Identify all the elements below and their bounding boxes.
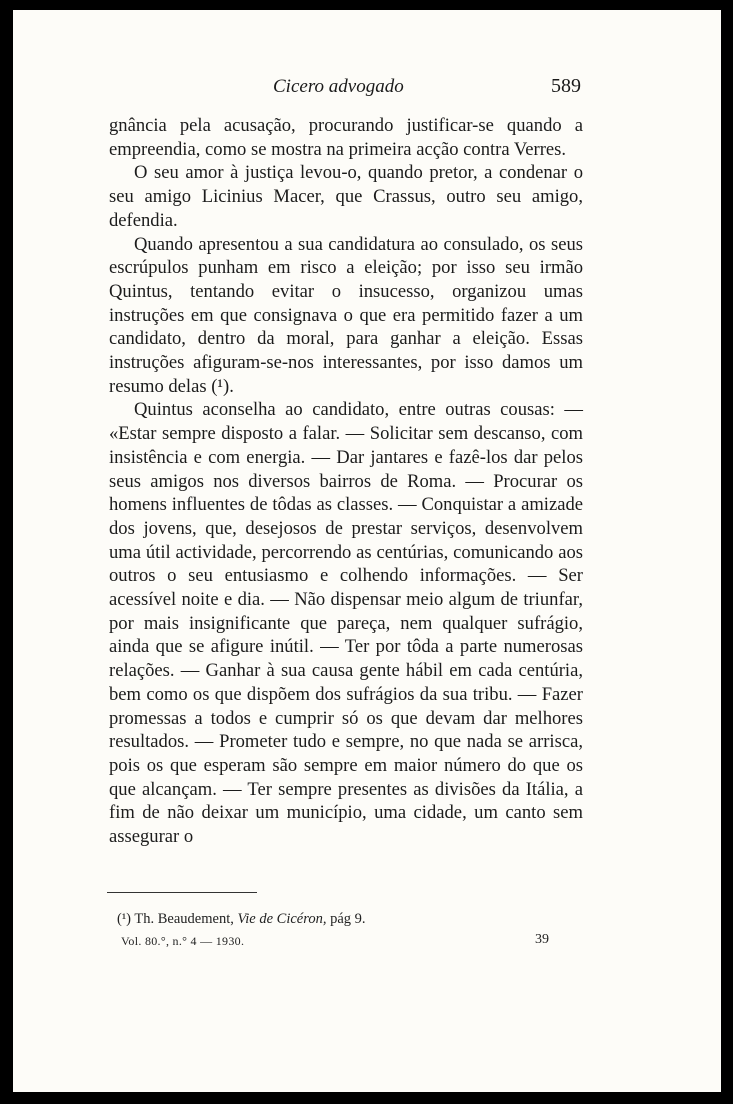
running-header [13, 74, 721, 102]
sheet-number: 39 [535, 932, 549, 947]
footnote-work-title: Vie de Cicéron, [237, 911, 327, 927]
paragraph: Quando apresentou a sua candidatura ao consulado, os seus escrúpulos punham em risco a eleição; por isso seu irmão Quintus, tentando evitar o insucesso, organizou umas instruções em que consignava o que era permitido fazer a um candidato, dentro da moral, para ganhar a eleição. Essas instruções afiguram-se-nos interessantes, por isso damos um resumo delas (¹). [109, 233, 583, 397]
book-page [13, 10, 721, 1092]
footnote-marker: (¹) [117, 911, 132, 927]
paragraph: Quintus aconselha ao candidato, entre outras cousas: — «Estar sempre disposto a falar. — Solicitar sem descanso, com insistência e com energia. — Dar jantares e fazê-los dar pelos seus amigos nos diversos bairros de Roma. — Procurar os homens influentes de tôdas as classes. — Conquistar a amizade dos jovens, que, desejosos de prestar serviços, desenvolvem uma útil actividade, percorrendo as centúrias, comunicando aos outros o seu entusiasmo e colhendo informações. — Ser acessível noite e dia. — Não dispensar meio algum de triunfar, por mais insignificante que pareça, nem qualquer sufrágio, ainda que se afigure inútil. — Ter por tôda a parte numerosas relações. — Ganhar à sua causa gente hábil em cada centúria, bem como os que dispõem dos sufrágios da sua tribu. — Fazer promessas a todos e cumprir só os que devam dar melhores resultados. — Prometer tudo e sempre, no que nada se arrisca, pois os que esperam são sempre em maior número do que os que alcançam. — Ter sempre presentes as divisões da Itália, a fim de não deixar um município, uma cidade, um canto sem assegurar o [109, 399, 583, 848]
footnote-author: Th. Beaudement, [134, 911, 234, 927]
running-title: Cicero advogado [273, 76, 404, 97]
paragraph: gnância pela acusação, procurando justificar-se quando a empreendia, como se mostra na primeira acção contra Verres. [109, 115, 583, 160]
paragraph: O seu amor à justiça levou-o, quando pretor, a condenar o seu amigo Licinius Macer, que Crassus, outro seu amigo, defendia. [109, 162, 583, 231]
body-text [109, 114, 583, 849]
footnote-page-ref: pág 9. [330, 911, 366, 927]
volume-signature: Vol. 80.°, n.° 4 — 1930. [121, 934, 245, 948]
page-number: 589 [551, 75, 581, 97]
footnote [117, 911, 366, 928]
footnote-rule [107, 892, 257, 893]
